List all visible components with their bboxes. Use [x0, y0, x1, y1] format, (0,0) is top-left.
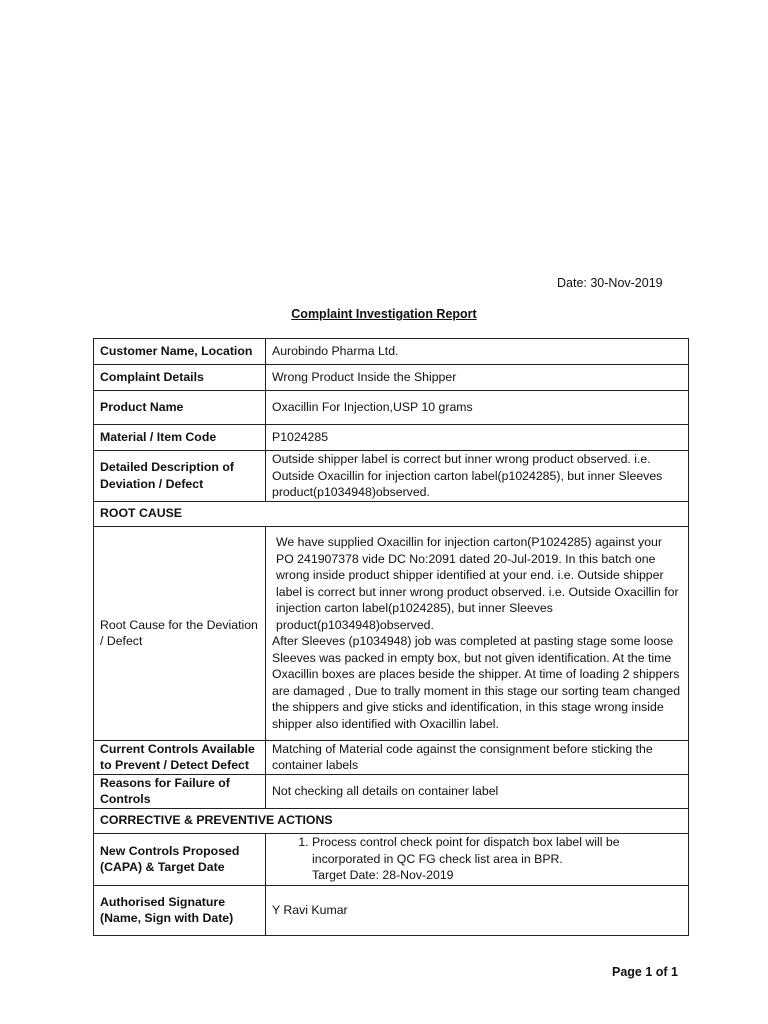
table-row	[94, 425, 689, 451]
failure-value: Not checking all details on container label	[266, 774, 689, 808]
table-row	[94, 774, 689, 808]
table-row	[94, 391, 689, 425]
report-title: Complaint Investigation Report	[291, 307, 477, 321]
table-row	[94, 808, 689, 833]
material-label: Material / Item Code	[94, 425, 266, 451]
customer-value: Aurobindo Pharma Ltd.	[266, 339, 689, 365]
capa-item: 1. Process control check point for dispatch box label will be incorporated in QC FG check list area in BPR.	[312, 834, 682, 867]
page-number: Page 1 of 1	[612, 965, 678, 979]
root-cause-heading: ROOT CAUSE	[94, 501, 689, 526]
table-row	[94, 740, 689, 774]
root-cause-paragraph-2: After Sleeves (p1034948) job was completed at pasting stage some loose Sleeves was packed in empty box, but not given identification. At the time Oxacillin boxes are places beside the shipper. At time of loading 2 shippers are damaged , Due to trally moment in this stage our sorting team changed the shippers and give sticks and identification, in this stage wrong inside shipper also identified with Oxacillin label.	[272, 634, 681, 731]
root-cause-label: Root Cause for the Deviation / Defect	[94, 526, 266, 740]
table-row	[94, 501, 689, 526]
description-value: Outside shipper label is correct but inner wrong product observed. i.e. Outside Oxacillin for injection carton label(p1024285), but inner Sleeves product(p1034948)observed.	[266, 451, 689, 502]
investigation-table	[93, 338, 689, 936]
complaint-value: Wrong Product Inside the Shipper	[266, 365, 689, 391]
table-row	[94, 526, 689, 740]
product-value: Oxacillin For Injection,USP 10 grams	[266, 391, 689, 425]
signature-label: Authorised Signature (Name, Sign with Date)	[94, 885, 266, 935]
new-controls-value	[266, 833, 689, 885]
capa-heading: CORRECTIVE & PREVENTIVE ACTIONS	[94, 808, 689, 833]
signature-value: Y Ravi Kumar	[266, 885, 689, 935]
product-label: Product Name	[94, 391, 266, 425]
current-controls-value: Matching of Material code against the consignment before sticking the container labels	[266, 740, 689, 774]
table-row	[94, 833, 689, 885]
description-label: Detailed Description of Deviation / Defect	[94, 451, 266, 502]
current-controls-label: Current Controls Available to Prevent / Detect Defect	[94, 740, 266, 774]
table-row	[94, 339, 689, 365]
root-cause-paragraph-1: We have supplied Oxacillin for injection carton(P1024285) against your PO 241907378 vide DC No:2091 dated 20-Jul-2019. In this batch one wrong inside product shipper identified at your end. i.e. Outside shipper label is correct but inner wrong product observed. i.e. Outside Oxacillin for injection carton label(p1024285), but inner Sleeves product(p1034948)observed.	[276, 535, 679, 632]
customer-label: Customer Name, Location	[94, 339, 266, 365]
complaint-label: Complaint Details	[94, 365, 266, 391]
capa-list	[272, 834, 682, 867]
new-controls-label: New Controls Proposed (CAPA) & Target Date	[94, 833, 266, 885]
material-value: P1024285	[266, 425, 689, 451]
table-row	[94, 365, 689, 391]
capa-target-date: Target Date: 28-Nov-2019	[312, 868, 454, 883]
failure-label: Reasons for Failure of Controls	[94, 774, 266, 808]
table-row	[94, 451, 689, 502]
root-cause-value	[266, 526, 689, 740]
report-date: Date: 30-Nov-2019	[557, 276, 663, 290]
table-row	[94, 885, 689, 935]
